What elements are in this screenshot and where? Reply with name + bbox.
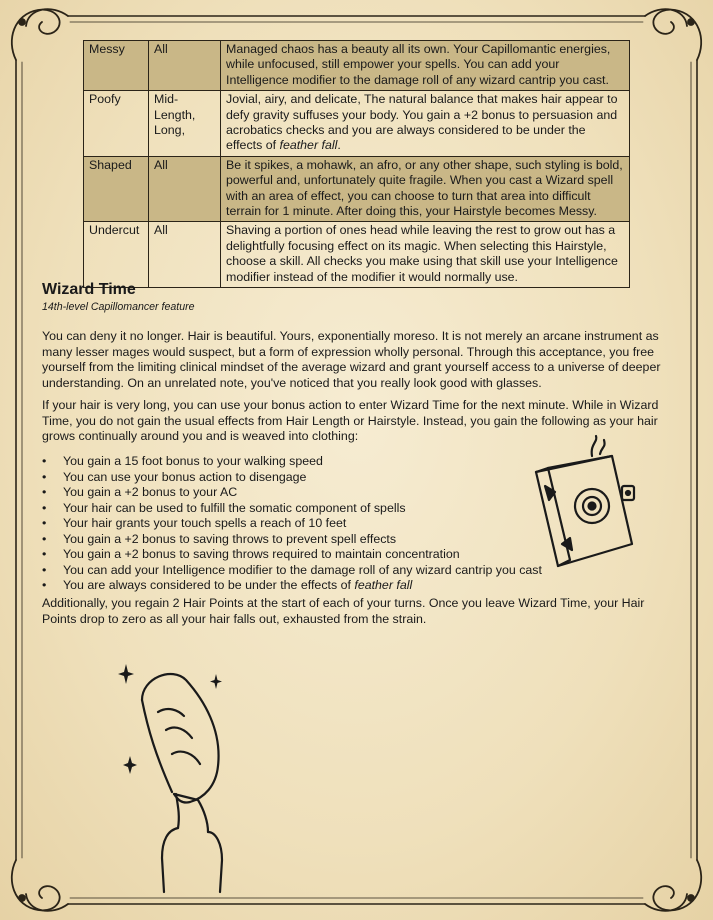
hairstyle-effect-cell: Shaving a portion of ones head while leaving the rest to grow out has a delightfully focusing effect on its magic. When selecting this Hairstyle, choose a skill. All checks you make using that skill use your Intelligence modifier instead of the modifier it would normally use. [221, 222, 630, 288]
bullet-icon: • [42, 516, 47, 530]
bullet-icon: • [42, 578, 47, 592]
feature-text: You are always considered to be under the effects of feather fall [63, 578, 413, 592]
hairstyle-name-cell: Messy [84, 41, 149, 91]
corner-flourish-bottom-left [12, 860, 68, 911]
feature-list-item [42, 516, 542, 532]
bullet-icon: • [42, 454, 47, 468]
bullet-icon: • [42, 485, 47, 499]
character-illustration [112, 660, 252, 900]
hairstyle-name-cell: Shaped [84, 156, 149, 222]
table-row [84, 156, 630, 222]
feature-text: You gain a +2 bonus to saving throws to prevent spell effects [63, 531, 397, 546]
feature-list-item [42, 454, 542, 470]
feature-list-item [42, 547, 542, 563]
corner-flourish-bottom-right [645, 860, 701, 911]
hair-length-cell: All [149, 41, 221, 91]
feature-text: You can add your Intelligence modifier to the damage roll of any wizard cantrip you cast [63, 562, 542, 577]
hair-length-cell: Mid-Length, Long, [149, 91, 221, 157]
feature-text: You can use your bonus action to disengage [63, 469, 307, 484]
corner-flourish-top-right [645, 9, 701, 60]
feature-list-item [42, 563, 542, 579]
hairstyle-effect-cell: Jovial, airy, and delicate, The natural balance that makes hair appear to defy gravity suffuses your body. You gain a +2 bonus to persuasion and acrobatics checks and you are always considered to be under the effects of feather fall. [221, 91, 630, 157]
corner-flourish-top-left [12, 9, 68, 60]
hair-length-cell: All [149, 222, 221, 288]
table-row [84, 41, 630, 91]
feature-list-item [42, 470, 542, 486]
feature-list-item [42, 532, 542, 548]
hairstyle-name-cell: Poofy [84, 91, 149, 157]
bullet-icon: • [42, 562, 47, 577]
feature-list-item [42, 578, 542, 594]
closing-paragraph: Additionally, you regain 2 Hair Points at the start of each of your turns. Once you leave Wizard Time, your Hair Points drop to zero as all your hair falls out, exhausted from the strain. [42, 596, 645, 626]
feature-list-item [42, 485, 542, 501]
hair-length-cell: All [149, 156, 221, 222]
feature-list [42, 454, 542, 594]
feature-text: Your hair can be used to fulfill the somatic component of spells [63, 500, 406, 515]
feature-text: You gain a +2 bonus to saving throws required to maintain concentration [63, 547, 460, 561]
table-row [84, 222, 630, 288]
hairstyle-effect-cell: Be it spikes, a mohawk, an afro, or any other shape, such styling is bold, powerful and, unfortunately quite fragile. When you cast a Wizard spell with an area of effect, you can choose to turn that area into difficult terrain for 1 minute. After doing this, your Hairstyle becomes Messy. [221, 156, 630, 222]
hairstyle-effect-cell: Managed chaos has a beauty all its own. Your Capillomantic energies, while unfocused, still empower your spells. You can add your Intelligence modifier to the damage roll of any wizard cantrip you cast. [221, 41, 630, 91]
section-subtitle: 14th-level Capillomancer feature [42, 301, 195, 313]
feature-text: You gain a +2 bonus to your AC [63, 485, 238, 499]
activation-paragraph: If your hair is very long, you can use your bonus action to enter Wizard Time for the next minute. While in Wizard Time, you do not gain the usual effects from Hair Length or Hairstyle. Instead, you gain the following as your hair grows continually around you and is weaved into clothing: [42, 398, 659, 443]
hairstyle-table [83, 40, 630, 288]
bullet-icon: • [42, 500, 47, 515]
bullet-icon: • [42, 531, 47, 546]
bullet-icon: • [42, 469, 47, 484]
bullet-icon: • [42, 547, 47, 561]
feature-text: You gain a 15 foot bonus to your walking speed [63, 454, 323, 468]
feature-text: Your hair grants your touch spells a reach of 10 feet [63, 516, 347, 530]
hairstyle-name-cell: Undercut [84, 222, 149, 288]
intro-paragraph: You can deny it no longer. Hair is beautiful. Yours, exponentially moreso. It is not merely an arcane instrument as many lesser mages would suspect, but a form of expression wholly personal. Through this acceptance, you free yourself from the limiting clinical mindset of the average wizard and grant yourself access to a universe of deeper understanding. On an unrelated note, you've noticed that you really look good with glasses. [42, 329, 661, 390]
spellbook-illustration [528, 434, 648, 574]
sparkle-icons [118, 664, 222, 774]
table-row [84, 91, 630, 157]
feature-list-item [42, 501, 542, 517]
section-heading: Wizard Time [42, 281, 136, 298]
